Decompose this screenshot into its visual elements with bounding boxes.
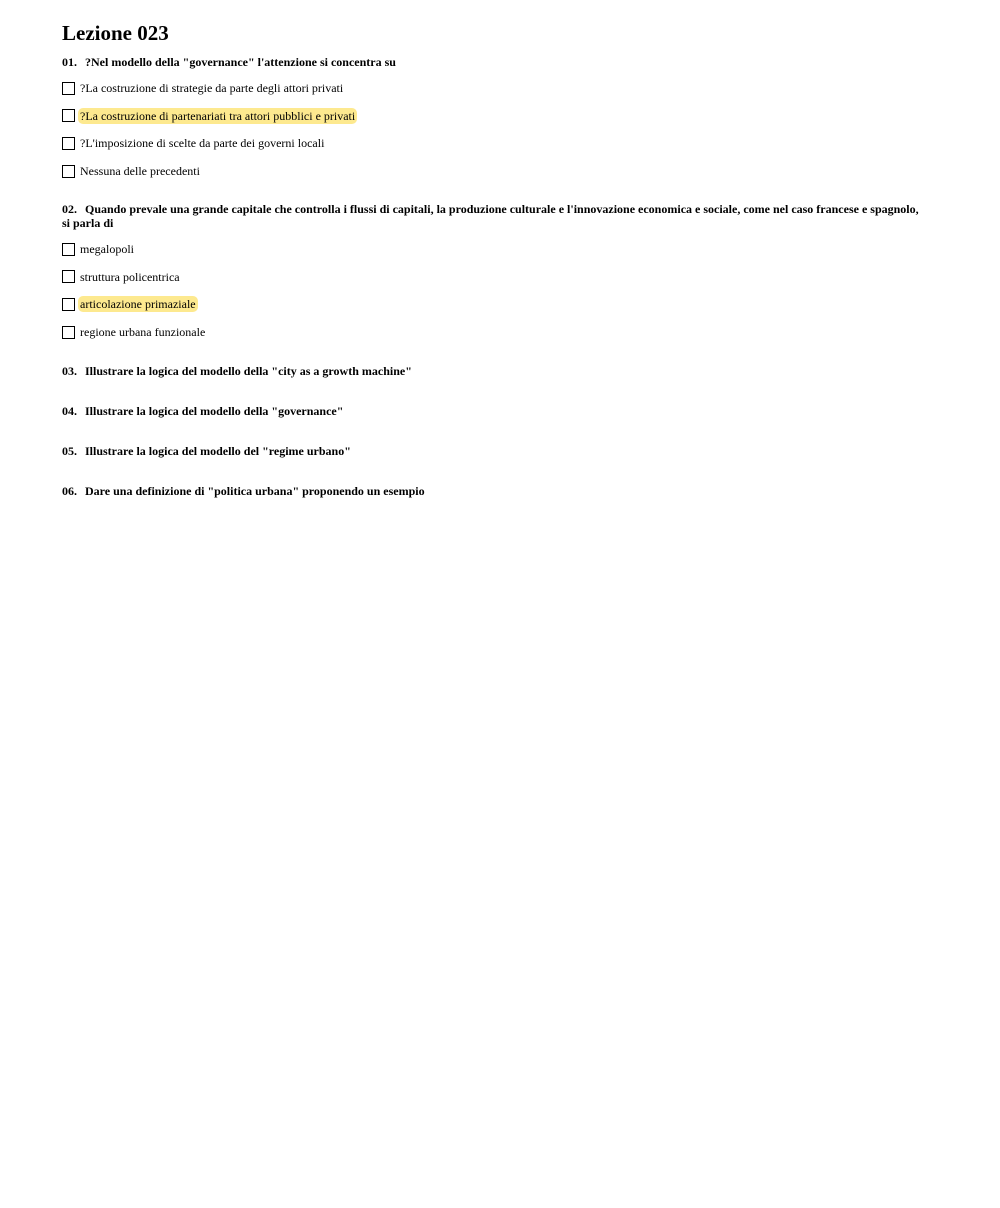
answer-label: Nessuna delle precedenti (80, 164, 200, 179)
answer-option[interactable] (62, 80, 922, 96)
question-text (62, 444, 922, 458)
question-prompt: Illustrare la logica del modello della "governance" (85, 404, 344, 419)
question-prompt: Dare una definizione di "politica urbana" proponendo un esempio (85, 484, 425, 499)
answer-label: megalopoli (80, 242, 134, 257)
answer-label: ?La costruzione di strategie da parte degli attori privati (80, 81, 344, 95)
answer-checkbox[interactable] (62, 165, 75, 178)
answer-options (62, 241, 922, 340)
answer-label: ?L'imposizione di scelte da parte dei governi locali (80, 136, 325, 151)
answer-option[interactable] (62, 163, 922, 179)
question-number: 04. (62, 404, 77, 419)
answer-option[interactable] (62, 296, 922, 312)
question-prompt: ?Nel modello della "governance" l'attenzione si concentra su (85, 55, 396, 69)
question-number: 01. (62, 55, 77, 69)
answer-option[interactable] (62, 135, 922, 151)
question-03 (62, 364, 922, 378)
answer-option[interactable] (62, 269, 922, 285)
question-number: 02. (62, 202, 77, 217)
answer-checkbox[interactable] (62, 326, 75, 339)
answer-option[interactable] (62, 241, 922, 257)
answer-checkbox[interactable] (62, 270, 75, 283)
answer-option[interactable] (62, 324, 922, 340)
question-04 (62, 404, 922, 418)
answer-label: regione urbana funzionale (80, 325, 206, 340)
answer-checkbox[interactable] (62, 243, 75, 256)
question-number: 03. (62, 364, 77, 379)
answer-option[interactable] (62, 108, 922, 124)
question-text (62, 364, 922, 378)
question-text (62, 55, 922, 69)
answer-checkbox[interactable] (62, 298, 75, 311)
answer-checkbox[interactable] (62, 137, 75, 150)
answer-label-highlighted: ?La costruzione di partenariati tra attori pubblici e privati (80, 108, 356, 123)
question-number: 05. (62, 444, 77, 459)
question-01 (62, 55, 922, 179)
lesson-title: Lezione 023 (62, 21, 169, 45)
question-text (62, 202, 922, 230)
answer-checkbox[interactable] (62, 109, 75, 122)
question-prompt: Quando prevale una grande capitale che controlla i flussi di capitali, la produzione culturale e l'innovazione economica e sociale, come nel caso francese e spagnolo, si parla di (62, 202, 919, 231)
answer-options (62, 80, 922, 179)
question-text (62, 484, 922, 498)
question-02 (62, 202, 922, 340)
question-prompt: Illustrare la logica del modello della "city as a growth machine" (85, 364, 412, 379)
question-05 (62, 444, 922, 458)
question-prompt: Illustrare la logica del modello del "regime urbano" (85, 444, 351, 459)
question-number: 06. (62, 484, 77, 499)
answer-label-highlighted: articolazione primaziale (80, 297, 196, 312)
question-06 (62, 484, 922, 498)
answer-checkbox[interactable] (62, 82, 75, 95)
quiz-page (62, 20, 922, 498)
question-text (62, 404, 922, 418)
answer-label: struttura policentrica (80, 269, 180, 284)
